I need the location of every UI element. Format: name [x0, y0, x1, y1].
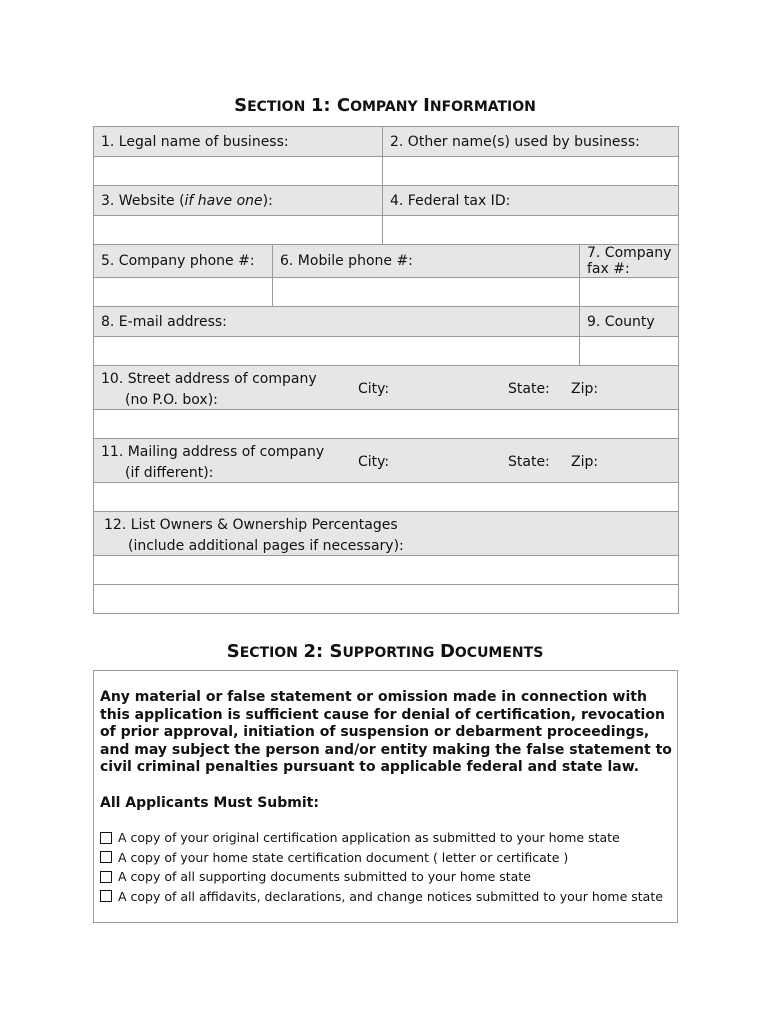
checklist-item-label: A copy of your home state certification document ( letter or certificate ): [118, 849, 569, 865]
mailing-state-label: State:: [508, 454, 550, 470]
must-submit-heading: All Applicants Must Submit:: [100, 795, 319, 811]
federal-tax-id-field[interactable]: [383, 216, 679, 245]
mailing-address-label: 11. Mailing address of company: [101, 444, 325, 460]
county-field[interactable]: [580, 337, 679, 366]
mailing-address-label-row: [94, 439, 679, 483]
checkbox[interactable]: [100, 890, 112, 902]
mailing-zip-label: Zip:: [571, 454, 599, 470]
false-statement-warning: Any material or false statement or omission made in connection with this application is sufficient cause for denial of certification, revocation of prior approval, initiation of suspension or debarment proceedings, and may subject the person and/or entity making the false statement to civil criminal penalties pursuant to applicable federal and state law.: [100, 689, 672, 775]
checklist-item-label: A copy of all affidavits, declarations, and change notices submitted to your home state: [118, 888, 663, 904]
company-phone-label: 5. Company phone #:: [94, 245, 273, 278]
other-names-field[interactable]: [383, 157, 679, 186]
owners-field-2[interactable]: [94, 585, 679, 614]
section1-title: SECTION 1: COMPANY INFORMATION: [234, 95, 536, 116]
county-label: 9. County: [580, 307, 679, 337]
checkbox[interactable]: [100, 832, 112, 844]
street-address-note: (no P.O. box):: [125, 392, 218, 408]
checklist-item-label: A copy of your original certification application as submitted to your home state: [118, 830, 620, 846]
mobile-phone-field[interactable]: [273, 278, 580, 307]
supporting-documents-box: [93, 670, 678, 923]
website-field[interactable]: [94, 216, 383, 245]
street-zip-label: Zip:: [571, 381, 599, 397]
website-label: 3. Website (if have one):: [94, 186, 383, 216]
street-state-label: State:: [508, 381, 550, 397]
checklist-item: [100, 848, 663, 868]
mailing-address-field[interactable]: [94, 483, 679, 512]
other-names-label: 2. Other name(s) used by business:: [383, 127, 679, 157]
owners-label: 12. List Owners & Ownership Percentages: [104, 517, 398, 533]
federal-tax-id-label: 4. Federal tax ID:: [383, 186, 679, 216]
legal-name-label: 1. Legal name of business:: [94, 127, 383, 157]
company-phone-field[interactable]: [94, 278, 273, 307]
checkbox[interactable]: [100, 871, 112, 883]
mailing-address-note: (if different):: [125, 465, 214, 481]
street-address-label-row: [94, 366, 679, 410]
owners-note: (include additional pages if necessary):: [128, 538, 404, 554]
checklist-item: [100, 828, 663, 848]
checkbox[interactable]: [100, 851, 112, 863]
checklist-item: [100, 867, 663, 887]
document-checklist: [100, 828, 663, 906]
owners-field-1[interactable]: [94, 556, 679, 585]
street-city-label: City:: [358, 381, 390, 397]
company-info-table: [93, 126, 679, 614]
company-fax-field[interactable]: [580, 278, 679, 307]
owners-label-row: [94, 512, 679, 556]
street-address-field[interactable]: [94, 410, 679, 439]
email-label: 8. E-mail address:: [94, 307, 580, 337]
mobile-phone-label: 6. Mobile phone #:: [273, 245, 580, 278]
legal-name-field[interactable]: [94, 157, 383, 186]
company-fax-label: 7. Company fax #:: [580, 245, 679, 278]
section2-title: SECTION 2: SUPPORTING DOCUMENTS: [226, 641, 544, 662]
street-address-label: 10. Street address of company: [101, 371, 317, 387]
email-field[interactable]: [94, 337, 580, 366]
checklist-item: [100, 887, 663, 907]
checklist-item-label: A copy of all supporting documents submitted to your home state: [118, 869, 531, 885]
mailing-city-label: City:: [358, 454, 390, 470]
